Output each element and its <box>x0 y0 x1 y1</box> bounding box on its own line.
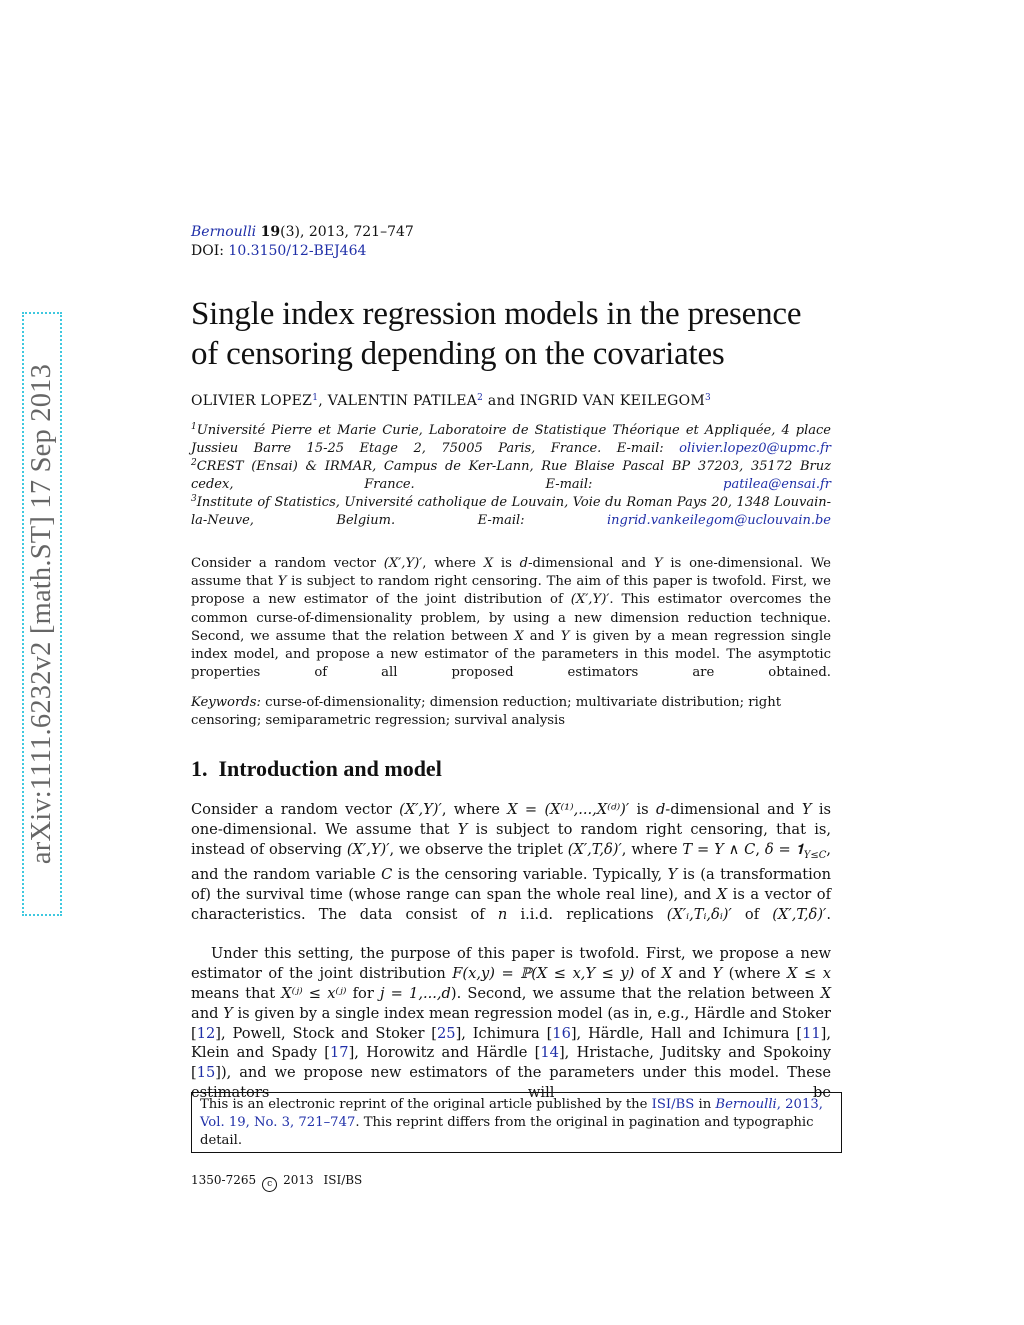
author-list <box>191 393 831 409</box>
math-inline: d <box>519 556 529 571</box>
math-inline: Y <box>277 574 287 590</box>
citation-link[interactable]: 17 <box>330 1044 349 1062</box>
affiliation-text: Université Pierre et Marie Curie, Laboratoire de Statistique Théorique et Appliquée, 4 place Jussieu Barre 15-25 Etage 2, 75005 Paris, France. E-mail: <box>191 423 831 456</box>
keywords-label: Keywords: <box>191 695 261 710</box>
math-inline: (X′,Y)′ <box>570 592 610 608</box>
keywords <box>191 694 831 730</box>
body-text: ], Horowitz and Härdle [ <box>348 1044 541 1062</box>
body-text: , and the random variable <box>191 840 832 884</box>
math-inline: X <box>820 985 831 1003</box>
math-inline: Y <box>801 801 812 818</box>
body-text: ). Second, we assume that the relation between <box>450 985 821 1003</box>
citation-link[interactable]: 25 <box>437 1024 456 1042</box>
body-text: ], Hristache, Juditsky and Spokoiny [ <box>191 1044 832 1082</box>
math-inline: F(x,y) = ℙ(X ≤ x,Y ≤ y) <box>452 965 635 983</box>
issn: 1350-7265 <box>191 1173 257 1187</box>
affiliation-number: 3 <box>191 494 197 504</box>
affiliation-marker[interactable]: 3 <box>705 393 712 403</box>
body-text: means that <box>191 985 282 1003</box>
body-text: , where <box>441 801 508 818</box>
math-inline: (X′ᵢ,Tᵢ,δᵢ)′ <box>666 905 732 923</box>
math-inline: n <box>497 905 508 923</box>
copyright-icon: c <box>262 1177 277 1192</box>
paragraph-1 <box>191 800 831 944</box>
body-text: for <box>346 985 380 1003</box>
copyright-year-org: 2013 ISI/BS <box>283 1173 363 1187</box>
body-text: -dimensional and <box>665 801 802 818</box>
body-text: is given by a single index mean regression model (as in, e.g., Härdle and Stoker [ <box>191 1004 831 1042</box>
math-inline: X <box>483 556 494 571</box>
body-text: , we observe the triplet <box>389 840 568 858</box>
body-text: , where <box>621 840 683 858</box>
body-text: and <box>671 965 713 983</box>
abstract-text: is subject to random right censoring. The aim of this paper is twofold. First, we propose a new estimator of the joint distribution of <box>191 574 831 608</box>
body-text: Under this setting, the purpose of this paper is twofold. First, we propose a new estimator of the joint distribution <box>191 945 831 983</box>
abstract-text: Consider a random vector <box>191 556 384 571</box>
issue-link[interactable]: , 2013, Vol. 19, No. 3, 721–747 <box>200 1097 823 1130</box>
math-inline: X <box>661 965 672 983</box>
affiliation-marker[interactable]: 1 <box>312 393 319 403</box>
math-inline: (X′,T,δ)′ <box>567 840 622 858</box>
math-inline: (X′,Y)′ <box>346 840 390 858</box>
body-text: , <box>755 840 765 858</box>
body-text: . <box>826 905 831 923</box>
footer-copyright <box>191 1173 362 1192</box>
author-name: VALENTIN PATILEA <box>327 393 478 409</box>
math-inline: X ≤ x <box>787 965 831 983</box>
math-inline: X <box>514 628 524 644</box>
body-text: ], Powell, Stock and Stoker [ <box>215 1024 437 1042</box>
affiliation-text: CREST (Ensai) & IRMAR, Campus de Ker-Lann, Rue Blaise Pascal BP 37203, 35172 Bruz cedex, France. E-mail: <box>191 459 831 492</box>
math-inline: Y <box>560 628 570 644</box>
title-line-1: Single index regression models in the presence <box>191 296 802 332</box>
body-text: i.i.d. replications <box>507 905 667 923</box>
body-text: is the censoring variable. Typically, <box>392 866 668 884</box>
body-text: Consider a random vector <box>191 801 400 818</box>
journal-name-link[interactable]: Bernoulli <box>191 224 257 240</box>
doi-line <box>191 243 831 259</box>
keywords-text: curse-of-dimensionality; dimension reduction; multivariate distribution; right censoring; semiparametric regression; survival analysis <box>191 695 782 729</box>
email-link[interactable]: patilea@ensai.fr <box>723 477 831 492</box>
body-text: is one-dimensional. We assume that <box>191 801 831 838</box>
affiliation-number: 1 <box>191 422 197 432</box>
math-inline: T = Y ∧ C <box>682 840 756 858</box>
math-inline: Y <box>457 820 468 838</box>
abstract-text: is given by a mean regression single index model, and propose a new estimator of the parameters in this model. The asymptotic properties of all proposed estimators are obtained. <box>191 628 831 681</box>
title-line-2: of censoring depending on the covariates <box>191 336 725 372</box>
body-text: ], Härdle, Hall and Ichimura [ <box>570 1024 803 1042</box>
body-text: is subject to random right censoring, that is, instead of observing <box>191 820 831 858</box>
math-inline: Y <box>653 556 663 571</box>
section-body <box>191 800 831 1123</box>
arxiv-identifier: arXiv:1111.6232v2 [math.ST] 17 Sep 2013 <box>26 363 57 865</box>
math-inline: (X′,Y)′ <box>399 801 442 818</box>
math-inline: (X′,T,δ)′ <box>772 905 827 923</box>
author-separator: and <box>483 393 520 409</box>
body-text: is a vector of characteristics. The data consist of <box>191 886 831 923</box>
math-inline: (X′,Y)′ <box>383 556 423 571</box>
abstract-text: -dimensional and <box>528 556 654 571</box>
affiliation-text: Institute of Statistics, Université catholique de Louvain, Voie du Roman Pays 20, 1348 Louvain-la-Neuve, Belgium. E-mail: <box>191 495 831 528</box>
body-text: and <box>191 1004 224 1022</box>
email-link[interactable]: olivier.lopez0@upmc.fr <box>679 441 831 456</box>
abstract <box>191 555 831 701</box>
body-text: of <box>731 905 773 923</box>
math-inline: Y <box>712 965 723 983</box>
abstract-text: . This estimator overcomes the common curse-of-dimensionality problem, by using a new dimension reduction technique. Second, we assume that the relation between <box>191 592 831 644</box>
body-text: is (a transformation of) the survival time (whose range can span the whole real line), and <box>191 866 831 904</box>
journal-link[interactable]: Bernoulli <box>715 1097 777 1112</box>
body-text: ]), and we propose new estimators of the parameters under this model. These estimators will be <box>191 1064 831 1102</box>
body-text: of <box>634 965 662 983</box>
author-separator: , <box>318 393 328 409</box>
citation-link[interactable]: 15 <box>196 1064 216 1082</box>
journal-citation <box>191 224 831 240</box>
reprint-notice <box>191 1092 842 1153</box>
abstract-text: is <box>493 556 520 571</box>
reprint-text: This is an electronic reprint of the original article published by the <box>200 1097 652 1112</box>
journal-issue-pages: (3), 2013, 721–747 <box>280 224 414 240</box>
affiliation-3 <box>191 494 831 548</box>
body-text: ], Ichimura [ <box>455 1024 553 1042</box>
math-inline: X <box>716 886 728 904</box>
doi-link[interactable]: 10.3150/12-BEJ464 <box>228 243 367 259</box>
journal-volume: 19 <box>260 224 281 240</box>
body-text: is <box>629 801 656 818</box>
body-text: ], Klein and Spady [ <box>191 1024 831 1062</box>
abstract-text: is one-dimensional. We assume that <box>191 556 831 590</box>
publisher-link[interactable]: ISI/BS <box>651 1097 695 1112</box>
citation-link[interactable]: 16 <box>552 1024 571 1042</box>
reprint-text: . This reprint differs from the original in pagination and typographic detail. <box>200 1115 814 1148</box>
affiliation-number: 2 <box>191 458 197 468</box>
math-inline: j = 1,...,d <box>379 985 451 1003</box>
author-name: INGRID VAN KEILEGOM <box>519 393 706 409</box>
citation-link[interactable]: 14 <box>540 1044 559 1062</box>
arxiv-side-stamp <box>22 312 62 916</box>
affiliation-marker[interactable]: 2 <box>477 393 484 403</box>
email-link[interactable]: ingrid.vankeilegom@uclouvain.be <box>607 513 831 528</box>
abstract-text: and <box>523 628 561 644</box>
citation-link[interactable]: 12 <box>196 1024 216 1042</box>
math-inline: C <box>381 866 393 884</box>
math-subscript: Y≤C <box>803 849 827 861</box>
math-inline: X⁽ʲ⁾ ≤ x⁽ʲ⁾ <box>281 985 347 1003</box>
math-inline: d <box>655 801 666 818</box>
author-name: OLIVIER LOPEZ <box>191 393 313 409</box>
math-inline: Y <box>223 1004 233 1022</box>
citation-link[interactable]: 11 <box>802 1024 821 1042</box>
section-number: 1. <box>191 756 208 781</box>
math-inline: Y <box>667 866 678 884</box>
reprint-text: in <box>694 1097 716 1112</box>
doi-label: DOI: <box>191 243 224 259</box>
math-inline: δ = 𝟏 <box>764 840 804 858</box>
body-text: (where <box>722 965 788 983</box>
abstract-text: , where <box>422 556 484 571</box>
paper-title <box>191 294 831 374</box>
section-heading <box>191 756 831 782</box>
math-inline: X = (X⁽¹⁾,...,X⁽ᵈ⁾)′ <box>507 801 630 818</box>
section-title: Introduction and model <box>218 756 442 781</box>
